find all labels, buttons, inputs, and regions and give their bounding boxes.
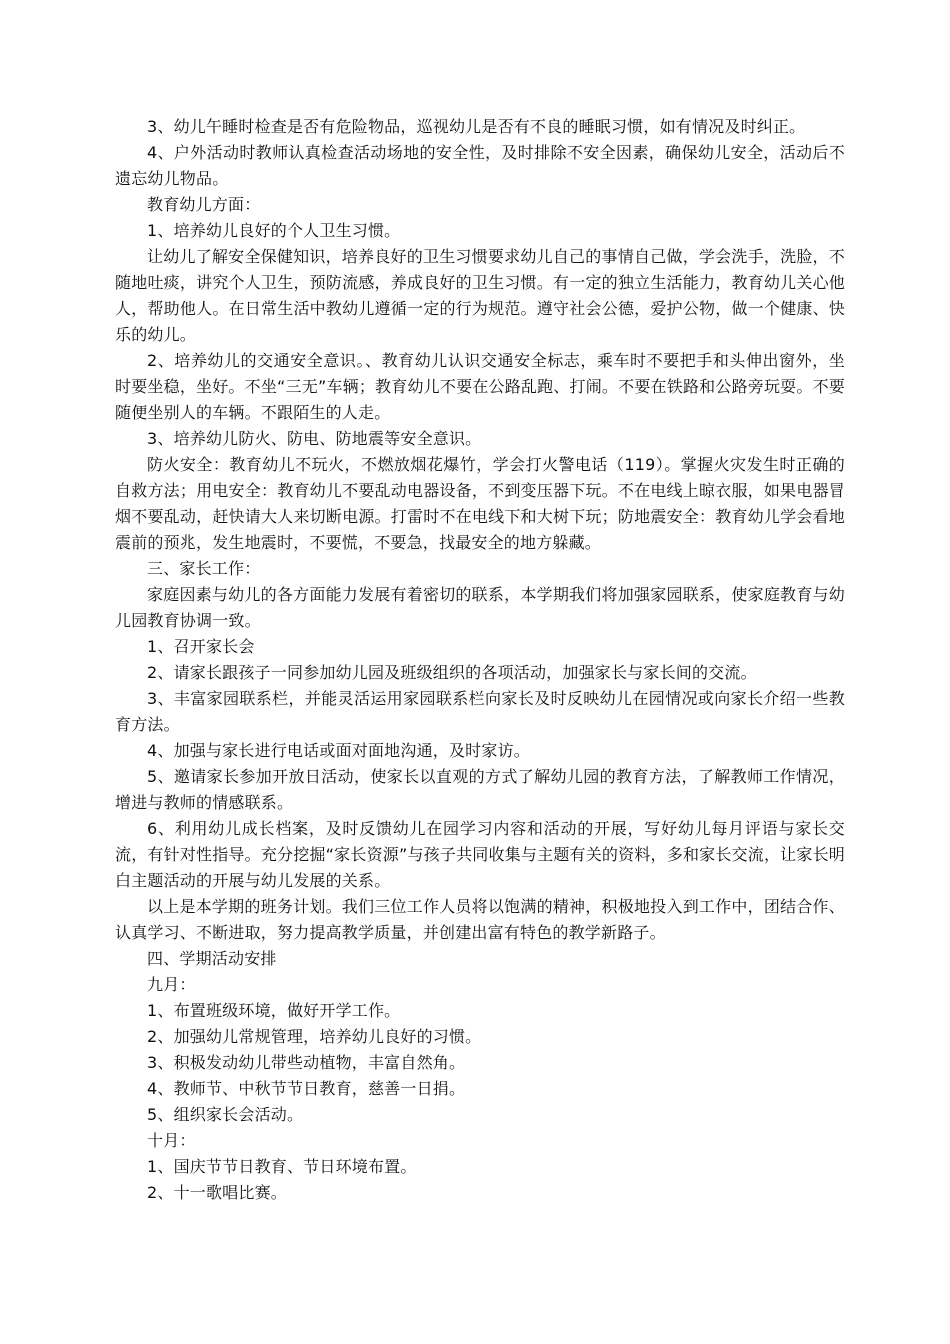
paragraph-traffic-safety: 2、培养幼儿的交通安全意识。、教育幼儿认识交通安全标志，乘车时不要把手和头伸出窗外，坐时要坐稳，坐好。不坐“三无”车辆；教育幼儿不要在公路乱跑、打闹。不要在铁路和公路旁玩耍。不要随便坐别人的车辆。不跟陌生的人走。: [115, 351, 845, 422]
list-item: 1、布置班级环境，做好开学工作。: [147, 1001, 401, 1020]
list-item: 5、组织家长会活动。: [147, 1105, 304, 1124]
paragraph-parents-4: 4、加强与家长进行电话或面对面地沟通，及时家访。: [147, 741, 530, 760]
paragraph-parents-2: 2、请家长跟孩子一同参加幼儿园及班级组织的各项活动，加强家长与家长间的交流。: [147, 663, 757, 682]
paragraph-outdoor-safety: 4、户外活动时教师认真检查活动场地的安全性，及时排除不安全因素，确保幼儿安全，活动后不遗忘幼儿物品。: [115, 143, 845, 188]
document-body: [115, 114, 845, 1206]
list-item: 1、国庆节节日教育、节日环境布置。: [147, 1157, 417, 1176]
paragraph-nap-check: 3、幼儿午睡时检查是否有危险物品，巡视幼儿是否有不良的睡眠习惯，如有情况及时纠正。: [147, 117, 806, 136]
paragraph-parents-6: 6、利用幼儿成长档案，及时反馈幼儿在园学习内容和活动的开展，写好幼儿每月评语与家长交流，有针对性指导。充分挖掘“家长资源”与孩子共同收集与主题有关的资料，多和家长交流，让家长明白主题活动的开展与幼儿发展的关系。: [115, 819, 845, 890]
month-heading-october: 十月：: [147, 1131, 196, 1150]
list-item: 2、加强幼儿常规管理，培养幼儿良好的习惯。: [147, 1027, 482, 1046]
paragraph-parents-1: 1、召开家长会: [147, 637, 255, 656]
paragraph-parents-intro: 家庭因素与幼儿的各方面能力发展有着密切的联系，本学期我们将加强家园联系，使家庭教育与幼儿园教育协调一致。: [115, 585, 845, 630]
paragraph-summary: 以上是本学期的班务计划。我们三位工作人员将以饱满的精神，积极地投入到工作中，团结合作、认真学习、不断进取，努力提高教学质量，并创建出富有特色的教学新路子。: [115, 897, 845, 942]
list-item: 4、教师节、中秋节节日教育，慈善一日捐。: [147, 1079, 466, 1098]
section-heading-parents: 三、家长工作：: [147, 559, 261, 578]
paragraph-hygiene-detail: 让幼儿了解安全保健知识，培养良好的卫生习惯要求幼儿自己的事情自己做，学会洗手，洗脸，不随地吐痰，讲究个人卫生，预防流感，养成良好的卫生习惯。有一定的独立生活能力，教育幼儿关心他人，帮助他人。在日常生活中教幼儿遵循一定的行为规范。遵守社会公德，爱护公物，做一个健康、快乐的幼儿。: [115, 247, 845, 344]
paragraph-fire-electric-heading: 3、培养幼儿防火、防电、防地震等安全意识。: [147, 429, 482, 448]
section-heading-schedule: 四、学期活动安排: [147, 949, 277, 968]
month-heading-september: 九月：: [147, 975, 196, 994]
paragraph-hygiene-heading: 1、培养幼儿良好的个人卫生习惯。: [147, 221, 401, 240]
list-item: 2、十一歌唱比赛。: [147, 1183, 287, 1202]
paragraph-fire-electric-detail: 防火安全：教育幼儿不玩火，不燃放烟花爆竹，学会打火警电话（119）。掌握火灾发生时正确的自救方法；用电安全：教育幼儿不要乱动电器设备，不到变压器下玩。不在电线上晾衣服，如果电器冒烟不要乱动，赶快请大人来切断电源。打雷时不在电线下和大树下玩；防地震安全：教育幼儿学会看地震前的预兆，发生地震时，不要慌，不要急，找最安全的地方躲藏。: [115, 455, 845, 552]
paragraph-parents-3: 3、丰富家园联系栏，并能灵活运用家园联系栏向家长及时反映幼儿在园情况或向家长介绍一些教育方法。: [115, 689, 845, 734]
section-heading-education: 教育幼儿方面：: [147, 195, 261, 214]
paragraph-parents-5: 5、邀请家长参加开放日活动，使家长以直观的方式了解幼儿园的教育方法，了解教师工作情况，增进与教师的情感联系。: [115, 767, 845, 812]
list-item: 3、积极发动幼儿带些动植物，丰富自然角。: [147, 1053, 466, 1072]
